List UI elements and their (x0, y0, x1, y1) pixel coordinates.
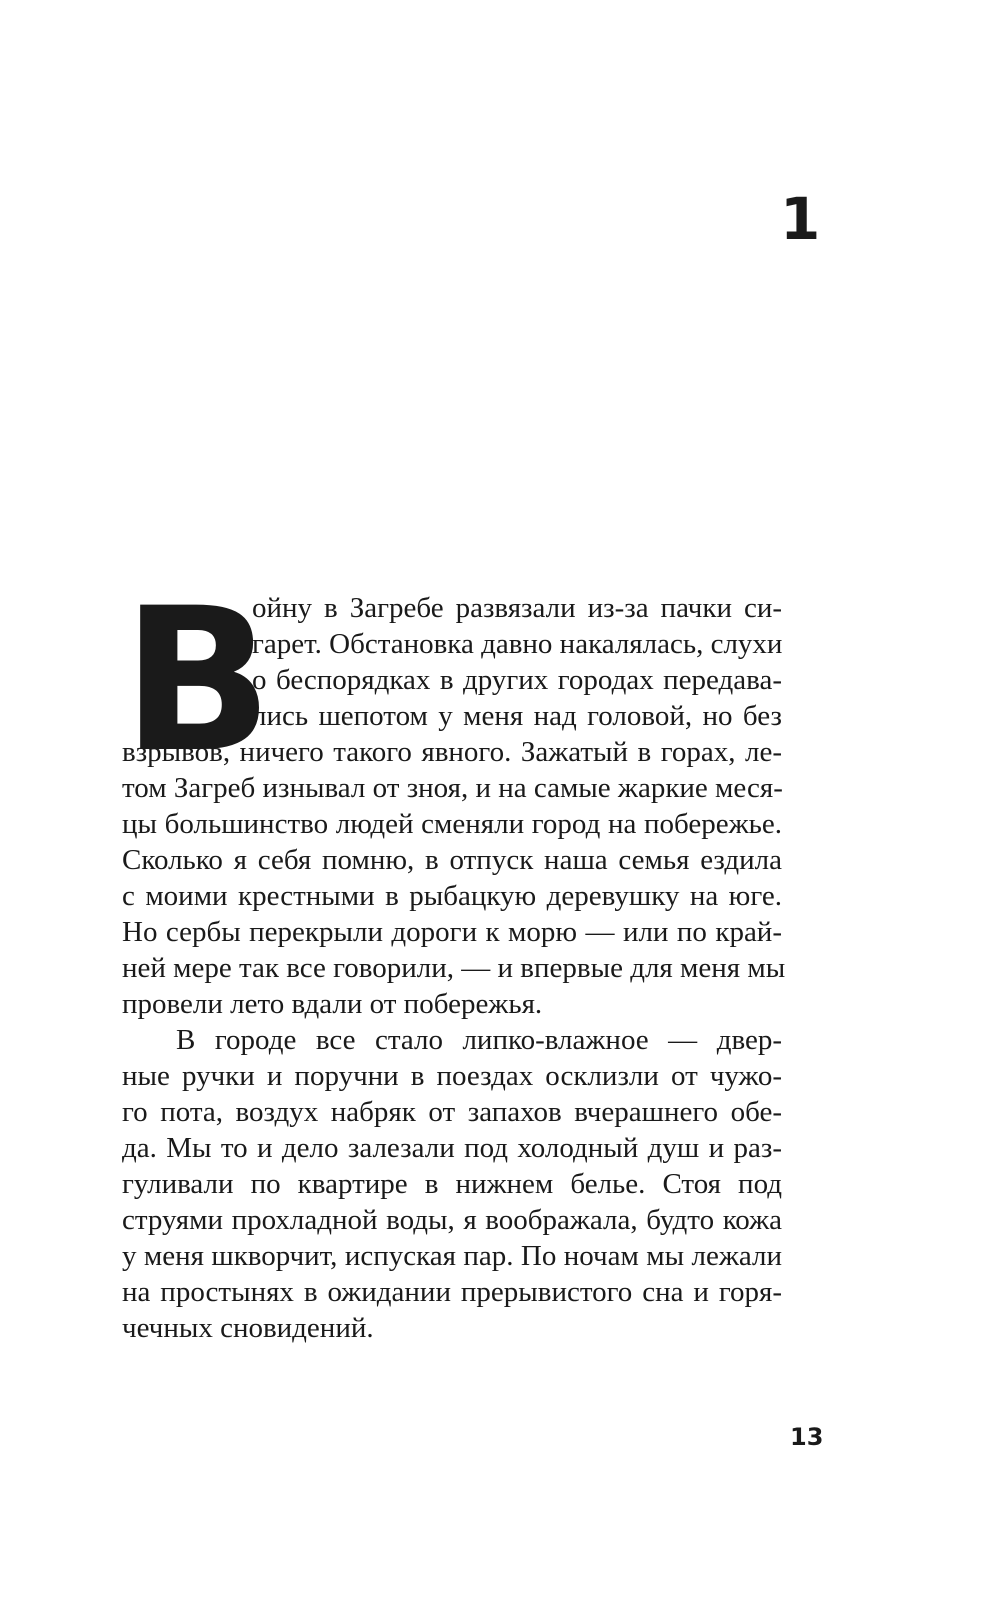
chapter-number: 1 (780, 185, 821, 253)
paragraph-2-line: ные ручки и поручни в поездах осклизли от чужо- (122, 1060, 782, 1092)
paragraph-2-line: да. Мы то и дело залезали под холодный душ и раз- (122, 1132, 782, 1164)
paragraph-1-line: гарет. Обстановка давно накалялась, слухи (252, 628, 783, 660)
paragraph-1-line: цы большинство людей сменяли город на побережье. (122, 808, 782, 840)
paragraph-1-line: с моими крестными в рыбацкую деревушку на юге. (122, 880, 782, 912)
paragraph-2-line: го пота, воздух набряк от запахов вчерашнего обе- (122, 1096, 782, 1128)
paragraph-1-line: ней мере так все говорили, — и впервые для меня мы (122, 952, 786, 984)
paragraph-2-line: В городе все стало липко-влажное — двер- (176, 1024, 782, 1056)
page-number: 13 (790, 1423, 824, 1451)
drop-cap: В (122, 565, 273, 796)
paragraph-1-line: о беспорядках в других городах передава- (252, 664, 782, 696)
paragraph-2-line: чечных сновидений. (122, 1312, 374, 1344)
paragraph-1-line: том Загреб изнывал от зноя, и на самые жаркие меся- (122, 772, 783, 804)
paragraph-1-line: Но сербы перекрыли дороги к морю — или по край- (122, 916, 782, 948)
paragraph-2-line: на простынях в ожидании прерывистого сна и горя- (122, 1276, 782, 1308)
paragraph-2-line: гуливали по квартире в нижнем белье. Стоя под (122, 1168, 782, 1200)
paragraph-1-line: Сколько я себя помню, в отпуск наша семья ездила (122, 844, 782, 876)
paragraph-2-line: струями прохладной воды, я воображала, будто кожа (122, 1204, 782, 1236)
paragraph-2-line: у меня шкворчит, испуская пар. По ночам мы лежали (122, 1240, 782, 1272)
paragraph-1-line: провели лето вдали от побережья. (122, 988, 543, 1020)
paragraph-1-line: лись шепотом у меня над головой, но без (252, 700, 782, 732)
paragraph-1-line: ойну в Загребе развязали из-за пачки си- (252, 592, 782, 624)
paragraph-1-line: взрывов, ничего такого явного. Зажатый в горах, ле- (122, 736, 782, 768)
